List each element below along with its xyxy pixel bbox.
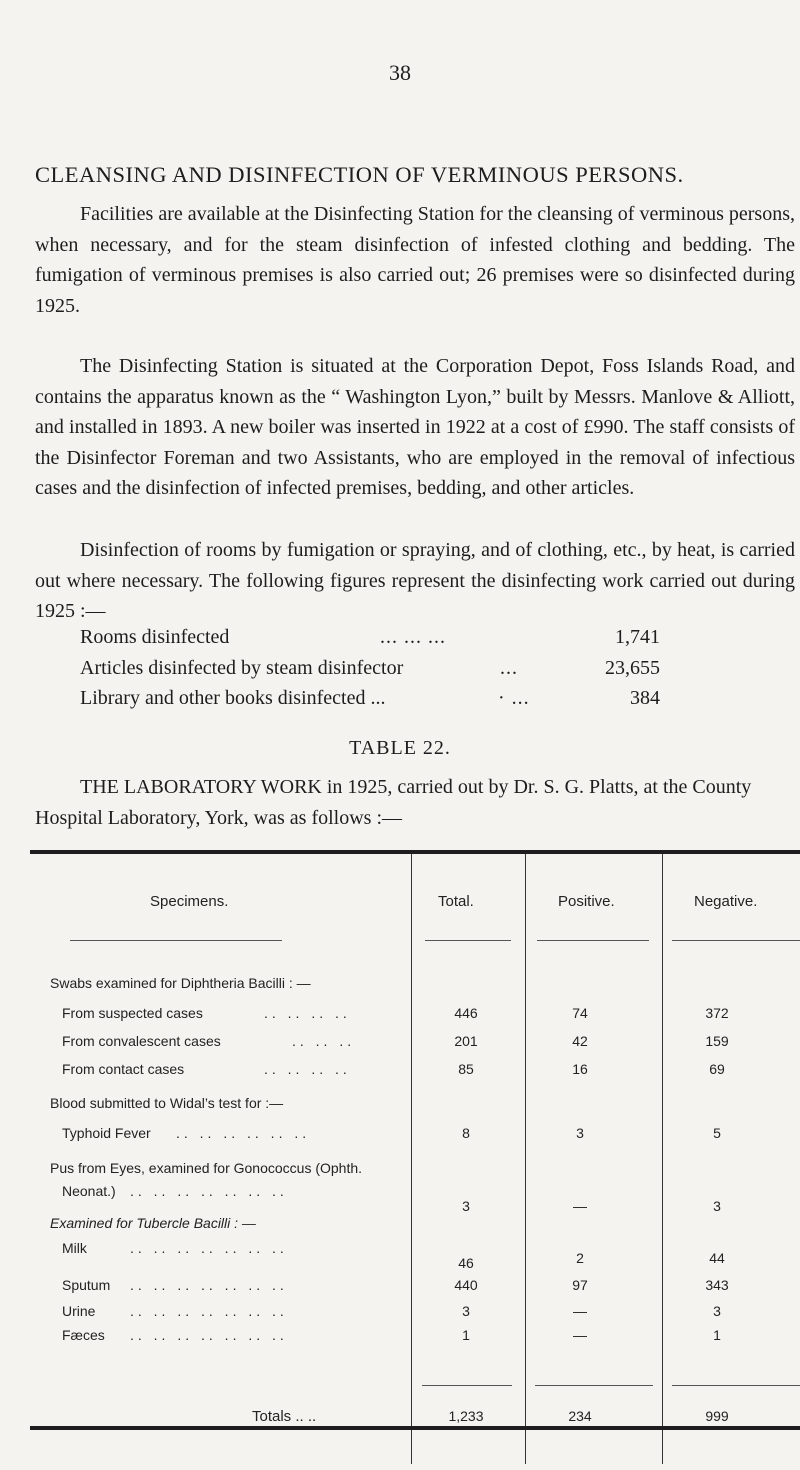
- paragraph-disinfection: [35, 535, 795, 627]
- laboratory-table: [30, 850, 800, 1470]
- totals-label: Totals .. ..: [252, 1408, 317, 1425]
- cell-negative: 999: [705, 1408, 729, 1424]
- cell-positive: 42: [572, 1033, 588, 1049]
- lab-intro-paragraph: [35, 772, 795, 833]
- row-dots: .. .. .. .. .. .. ..: [130, 1183, 288, 1199]
- cell-total: 8: [462, 1125, 470, 1141]
- row-dots: .. .. .. .. .. .. ..: [130, 1277, 288, 1293]
- cell-positive: —: [573, 1327, 587, 1343]
- paragraph-text: Facilities are available at the Disinfecting Station for the cleansing of verminous persons, when necessary, and for the steam disinfection of infested clothing and bedding. The fumigation of verminous premises is also carried out; 26 premises were so disinfected during 1925.: [35, 203, 795, 317]
- cell-positive: —: [573, 1198, 587, 1214]
- cell-total: 440: [454, 1277, 478, 1293]
- stat-dots: ...: [500, 656, 518, 679]
- cell-positive: 97: [572, 1277, 588, 1293]
- column-divider: [411, 854, 412, 1464]
- cell-positive: —: [573, 1303, 587, 1319]
- paragraph-station: [35, 351, 795, 504]
- section-title: CLEANSING AND DISINFECTION OF VERMINOUS PERSONS.: [35, 162, 684, 187]
- stat-value: 1,741: [615, 626, 660, 648]
- cell-negative: 159: [705, 1033, 729, 1049]
- cell-positive: 2: [576, 1250, 584, 1266]
- cell-positive: 3: [576, 1125, 584, 1141]
- cell-total: 85: [458, 1061, 474, 1077]
- cell-total: 3: [462, 1198, 470, 1214]
- column-divider: [662, 854, 663, 1464]
- section-label: Examined for Tubercle Bacilli : —: [50, 1215, 256, 1231]
- stat-value: 23,655: [605, 656, 660, 679]
- stat-row-rooms: [80, 626, 660, 657]
- header-positive: Positive.: [558, 893, 615, 910]
- header-rule: [537, 940, 649, 941]
- stat-label: Articles disinfected by steam disinfector: [80, 656, 404, 679]
- row-label: Milk: [62, 1240, 87, 1256]
- paragraph-text: Disinfection of rooms by fumigation or spraying, and of clothing, etc., by heat, is carried out where necessary. The following figures represent the disinfecting work carried out during 1925 :—: [35, 539, 795, 622]
- cell-positive: 234: [568, 1408, 592, 1424]
- row-label: Sputum: [62, 1277, 111, 1293]
- header-rule: [672, 940, 800, 941]
- cell-negative: 343: [705, 1277, 729, 1293]
- cell-negative: 44: [709, 1250, 725, 1266]
- paragraph-text: The Disinfecting Station is situated at the Corporation Depot, Foss Islands Road, and contains the apparatus known as the “ Washington Lyon,” built by Messrs. Manlove & Alliott, and installed in 1893. A new boiler was inserted in 1922 at a cost of £990. The staff consists of the Disinfector Foreman and two Assistants, who are employed in the removal of infectious cases and the disinfection of infected premises, bedding, and other articles.: [35, 355, 795, 499]
- stat-row-articles: [80, 657, 660, 688]
- cell-negative: 3: [713, 1198, 721, 1214]
- row-dots: .. .. .. .. .. .. ..: [130, 1303, 288, 1319]
- row-dots: .. .. .. .. .. .. ..: [130, 1327, 288, 1343]
- header-rule: [70, 940, 282, 941]
- row-label: Fæces: [62, 1327, 105, 1343]
- section-label: Blood submitted to Widal’s test for :—: [50, 1095, 284, 1111]
- row-label: Typhoid Fever: [62, 1125, 151, 1141]
- paragraph-facilities: [35, 199, 795, 321]
- totals-rule: [422, 1385, 512, 1386]
- row-label: Neonat.): [62, 1183, 116, 1199]
- row-dots: .. .. .. ..: [264, 1005, 351, 1021]
- row-label: From convalescent cases: [62, 1033, 221, 1049]
- section-label: Pus from Eyes, examined for Gonococcus (Ophth.: [50, 1160, 363, 1176]
- cell-total: 201: [454, 1033, 478, 1049]
- cell-total: 1: [462, 1327, 470, 1343]
- stat-dots: ... ... ...: [380, 626, 446, 648]
- cell-negative: 3: [713, 1303, 721, 1319]
- cell-total: 446: [454, 1005, 478, 1021]
- stat-value: 384: [630, 687, 660, 709]
- header-rule: [425, 940, 511, 941]
- row-label: Urine: [62, 1303, 96, 1319]
- cell-total: 3: [462, 1303, 470, 1319]
- header-total: Total.: [438, 893, 474, 910]
- column-divider: [525, 854, 526, 1464]
- row-dots: .. .. .. .. .. ..: [176, 1125, 311, 1141]
- section-label: Swabs examined for Diphtheria Bacilli : —: [50, 975, 311, 991]
- cell-negative: 372: [705, 1005, 729, 1021]
- cell-total: 1,233: [448, 1408, 484, 1424]
- row-dots: .. .. .. .. .. .. ..: [130, 1240, 288, 1256]
- totals-rule: [672, 1385, 800, 1386]
- row-dots: .. .. ..: [292, 1033, 356, 1049]
- disinfection-stats: [80, 626, 660, 718]
- table-caption: TABLE 22.: [349, 737, 451, 759]
- cell-positive: 16: [572, 1061, 588, 1077]
- paragraph-text: THE LABORATORY WORK in 1925, carried out by Dr. S. G. Platts, at the County Hospital Laboratory, York, was as follows :—: [35, 776, 752, 829]
- row-label: From suspected cases: [62, 1005, 203, 1021]
- table-top-rule: [30, 850, 800, 854]
- cell-total: 46: [458, 1255, 474, 1271]
- stat-label: Rooms disinfected: [80, 626, 230, 648]
- header-specimens: Specimens.: [150, 893, 229, 910]
- row-label: From contact cases: [62, 1061, 185, 1077]
- totals-rule: [535, 1385, 653, 1386]
- stat-row-library: [80, 687, 660, 718]
- table-bottom-rule: [30, 1426, 800, 1430]
- header-negative: Negative.: [694, 893, 758, 910]
- cell-positive: 74: [572, 1005, 588, 1021]
- row-dots: .. .. .. ..: [264, 1061, 351, 1077]
- page-number: 38: [389, 60, 411, 85]
- cell-negative: 1: [713, 1327, 721, 1343]
- stat-label: Library and other books disinfected ...: [80, 687, 386, 709]
- cell-negative: 69: [709, 1061, 725, 1077]
- stat-dots: · ...: [498, 687, 530, 709]
- cell-negative: 5: [713, 1125, 721, 1141]
